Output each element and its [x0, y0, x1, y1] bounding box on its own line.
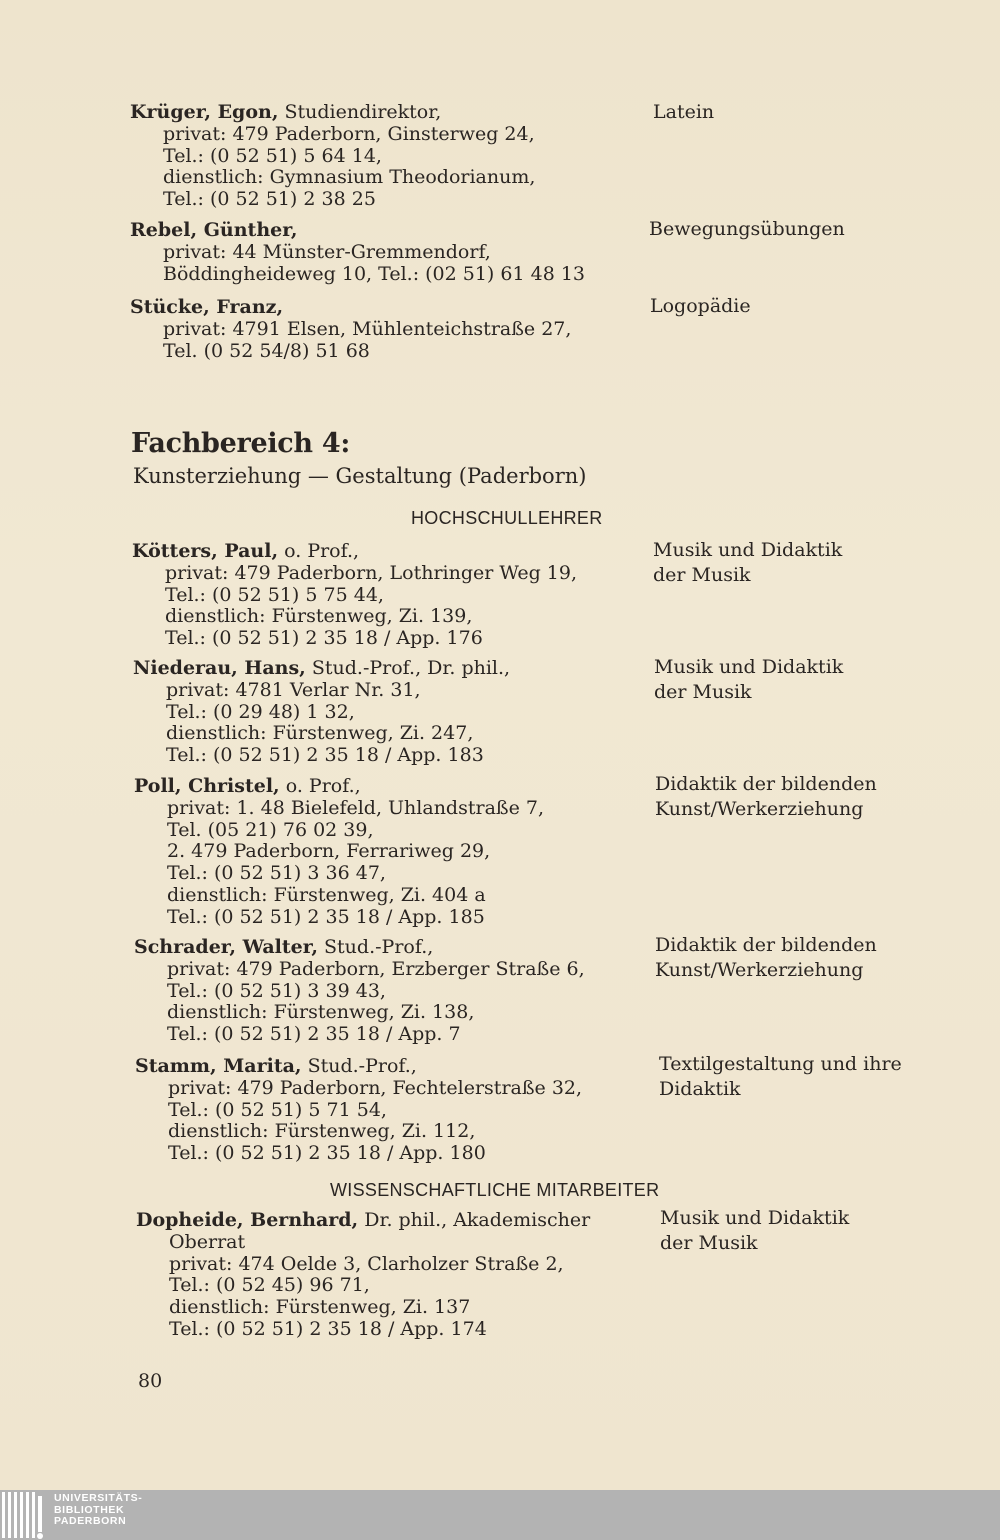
person-title: o. Prof., — [279, 775, 361, 797]
subject-line: Bewegungsübungen — [649, 218, 845, 240]
detail-line: Tel.: (0 52 51) 2 35 18 / App. 7 — [167, 1023, 461, 1046]
subject-line: der Musik — [660, 1232, 758, 1254]
subject-line: der Musik — [653, 564, 751, 586]
subject-koetters — [653, 538, 842, 588]
detail-line: dienstlich: Fürstenweg, Zi. 138, — [167, 1001, 475, 1024]
library-logo-icon — [0, 1490, 50, 1540]
person-name: Krüger, Egon, — [130, 101, 279, 123]
subject-niederau — [654, 655, 843, 705]
subject-stamm — [659, 1052, 902, 1102]
detail-line: Böddingheideweg 10, Tel.: (02 51) 61 48 13 — [163, 262, 585, 285]
subject-rebel — [649, 217, 845, 242]
section-subtitle: Kunsterziehung — Gestaltung (Paderborn) — [133, 464, 587, 488]
subject-line: Musik und Didaktik — [653, 539, 843, 561]
subject-line: Latein — [653, 101, 715, 123]
detail-line: privat: 4781 Verlar Nr. 31, — [166, 678, 421, 701]
person-name: Schrader, Walter, — [134, 936, 318, 958]
person-name: Rebel, Günther, — [130, 219, 298, 241]
detail-line: dienstlich: Fürstenweg, Zi. 404 a — [167, 883, 486, 906]
person-name: Stücke, Franz, — [130, 296, 284, 318]
subject-stuecke — [650, 294, 751, 319]
detail-line: Tel.: (0 52 51) 2 35 18 / App. 180 — [168, 1142, 486, 1165]
detail-line: Tel. (0 52 54/8) 51 68 — [163, 339, 370, 362]
detail-line: Tel.: (0 52 51) 5 71 54, — [168, 1098, 387, 1121]
detail-line: dienstlich: Fürstenweg, Zi. 137 — [169, 1296, 471, 1319]
group-heading-lecturers: HOCHSCHULLEHRER — [411, 508, 603, 528]
detail-line: privat: 1. 48 Bielefeld, Uhlandstraße 7, — [167, 796, 544, 819]
person-name: Dopheide, Bernhard, — [136, 1209, 359, 1231]
subject-line: Textilgestaltung und ihre — [659, 1053, 902, 1075]
person-title: o. Prof., — [278, 540, 360, 562]
page-number: 80 — [138, 1370, 163, 1392]
library-logo-text — [54, 1493, 142, 1528]
detail-line: dienstlich: Fürstenweg, Zi. 112, — [168, 1120, 476, 1143]
subject-krueger — [653, 100, 714, 125]
entry-koetters — [132, 541, 577, 650]
logo-line: BIBLIOTHEK — [54, 1503, 125, 1516]
entry-dopheide — [136, 1210, 590, 1341]
detail-line: dienstlich: Gymnasium Theodorianum, — [163, 166, 536, 189]
subject-line: Musik und Didaktik — [660, 1207, 850, 1229]
person-title: Dr. phil., Akademischer — [358, 1209, 591, 1231]
detail-line: Tel.: (0 52 51) 2 35 18 / App. 185 — [167, 905, 485, 928]
entry-stuecke — [130, 297, 571, 362]
person-title: Stud.-Prof., Dr. phil., — [305, 657, 511, 679]
detail-line: Tel.: (0 52 51) 2 38 25 — [163, 188, 376, 211]
subject-line: Didaktik — [659, 1078, 741, 1100]
entry-stamm — [135, 1056, 582, 1165]
person-title: Studiendirektor, — [278, 101, 442, 123]
subject-line: Didaktik der bildenden — [655, 934, 877, 956]
detail-line: privat: 479 Paderborn, Ginsterweg 24, — [163, 122, 535, 145]
entry-schrader — [134, 937, 585, 1046]
subject-line: Kunst/Werkerziehung — [655, 959, 864, 981]
entry-krueger — [130, 102, 535, 211]
detail-line: privat: 44 Münster-Gremmendorf, — [163, 240, 491, 263]
detail-line: Tel.: (0 52 51) 5 75 44, — [165, 583, 384, 606]
detail-line: Tel. (05 21) 76 02 39, — [167, 818, 374, 841]
group-heading-assistants: WISSENSCHAFTLICHE MITARBEITER — [330, 1180, 660, 1200]
person-title: Stud.-Prof., — [301, 1055, 417, 1077]
logo-line: PADERBORN — [54, 1515, 127, 1527]
person-name: Poll, Christel, — [134, 775, 280, 797]
detail-line: 2. 479 Paderborn, Ferrariweg 29, — [167, 840, 491, 863]
detail-line: Tel.: (0 52 51) 3 39 43, — [167, 979, 386, 1002]
detail-line: Oberrat — [169, 1230, 246, 1253]
entry-poll — [134, 776, 544, 929]
subject-line: der Musik — [654, 681, 752, 703]
detail-line: privat: 479 Paderborn, Lothringer Weg 19, — [165, 561, 578, 584]
person-name: Niederau, Hans, — [133, 657, 306, 679]
detail-line: privat: 4791 Elsen, Mühlenteichstraße 27, — [163, 317, 572, 340]
subject-line: Musik und Didaktik — [654, 656, 844, 678]
subject-schrader — [655, 933, 877, 983]
section-title: Fachbereich 4: — [131, 428, 350, 459]
subject-line: Didaktik der bildenden — [655, 773, 877, 795]
detail-line: Tel.: (0 52 51) 2 35 18 / App. 183 — [166, 744, 484, 767]
subject-line: Kunst/Werkerziehung — [655, 798, 864, 820]
subject-line: Logopädie — [650, 295, 751, 317]
person-title: Stud.-Prof., — [317, 936, 434, 958]
subject-dopheide — [660, 1206, 849, 1256]
detail-line: privat: 479 Paderborn, Erzberger Straße 6, — [167, 957, 585, 980]
detail-line: privat: 474 Oelde 3, Clarholzer Straße 2, — [169, 1252, 564, 1275]
detail-line: Tel.: (0 52 51) 5 64 14, — [163, 144, 382, 167]
detail-line: privat: 479 Paderborn, Fechtelerstraße 32, — [168, 1076, 583, 1099]
detail-line: Tel.: (0 52 45) 96 71, — [169, 1274, 370, 1297]
person-name: Kötters, Paul, — [132, 540, 279, 562]
detail-line: dienstlich: Fürstenweg, Zi. 247, — [166, 722, 474, 745]
person-name: Stamm, Marita, — [135, 1055, 302, 1077]
detail-line: dienstlich: Fürstenweg, Zi. 139, — [165, 605, 473, 628]
detail-line: Tel.: (0 29 48) 1 32, — [166, 700, 355, 723]
logo-line: UNIVERSITÄTS- — [54, 1492, 143, 1504]
library-footer — [0, 1490, 1000, 1540]
detail-line: Tel.: (0 52 51) 2 35 18 / App. 176 — [165, 627, 483, 650]
subject-poll — [655, 772, 877, 822]
entry-niederau — [133, 658, 510, 767]
detail-line: Tel.: (0 52 51) 2 35 18 / App. 174 — [169, 1317, 487, 1340]
entry-rebel — [130, 220, 585, 285]
detail-line: Tel.: (0 52 51) 3 36 47, — [167, 862, 386, 885]
